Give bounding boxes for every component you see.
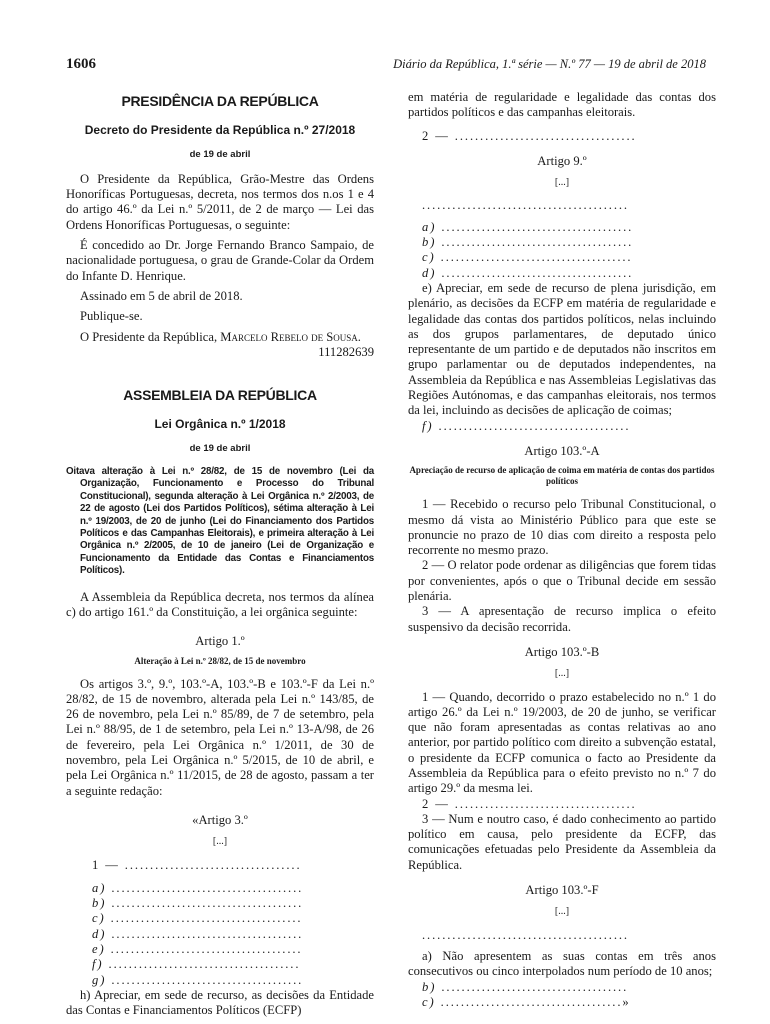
- list-item: a) ......................................: [422, 219, 634, 234]
- list-item: c) ......................................: [422, 250, 633, 265]
- law-intro: A Assembleia da República decreta, nos termos da alínea c) do artigo 161.º da Constituição, a lei orgânica seguinte:: [66, 589, 374, 619]
- article-103f-omission: [...]: [554, 906, 570, 918]
- article-9-title: Artigo 9.º: [537, 153, 587, 168]
- article-103b-omission: [...]: [554, 668, 570, 680]
- article-103a-para: 3 — A apresentação de recurso implica o efeito suspensivo da decisão recorrida.: [408, 604, 716, 634]
- decree-title: Decreto do Presidente da República n.º 27/2018: [84, 123, 356, 138]
- article-103b-para: 3 — Num e noutro caso, é dado conhecimento ao partido político em causa, pelo presidente da ECFP, das comunicações efetuadas pelo Presidente da Assembleia da República.: [408, 811, 716, 872]
- law-date: de 19 de abril: [189, 442, 251, 454]
- list-item: a) ......................................: [92, 880, 304, 895]
- elision-line: .........................................: [422, 198, 629, 213]
- section-title-assembleia: ASSEMBLEIA DA REPÚBLICA: [123, 387, 317, 404]
- article-3-number-1: 1 — ...................................: [92, 857, 302, 872]
- section-title-presidencia: PRESIDÊNCIA DA REPÚBLICA: [121, 93, 319, 109]
- article-9-item-f: f) ......................................: [422, 418, 631, 433]
- article-9-list: [408, 220, 716, 281]
- article-103b-para-2: 2 — ....................................: [422, 796, 637, 811]
- right-column: [408, 90, 716, 1010]
- list-item: e) ......................................: [92, 942, 303, 957]
- article-103a-title: Artigo 103.º-A: [524, 443, 600, 458]
- article-103f-item-c: c) ....................................»: [422, 994, 631, 1009]
- list-item: d) ......................................: [92, 926, 304, 941]
- article-1-title: Artigo 1.º: [195, 634, 245, 649]
- article-103a-para: 2 — O relator pode ordenar as diligências que forem tidas por convenientes, após o que o Tribunal decide em sessão plenária.: [408, 558, 716, 604]
- article-3-omission: [...]: [212, 836, 228, 848]
- reference-number: 111282639: [318, 344, 374, 359]
- article-103b-title: Artigo 103.º-B: [524, 644, 600, 659]
- article-3-title: «Artigo 3.º: [192, 812, 248, 827]
- running-title: Diário da República, 1.ª série — N.º 77 — 19 de abril de 2018: [393, 57, 706, 71]
- article-3-item-h: h) Apreciar, em sede de recurso, as decisões da Entidade das Contas e Financiamentos Políticos (ECFP): [66, 987, 374, 1018]
- article-103b-para: 1 — Quando, decorrido o prazo estabelecido no n.º 1 do artigo 26.º da Lei n.º 19/2003, de 20 de junho, se verificar que não foram apresentadas as contas relativas ao ano anterior, por partido político com direito a subvenção estatal, o presidente da ECFP comunica o facto ao Presidente da Assembleia da República para o efeito previsto no n.º 7 do artigo 29.º da mesma lei.: [408, 689, 716, 796]
- law-title: Lei Orgânica n.º 1/2018: [154, 417, 286, 432]
- decree-paragraph: É concedido ao Dr. Jorge Fernando Branco Sampaio, de nacionalidade portuguesa, o grau de Grande-Colar da Ordem do Infante D. Henrique.: [66, 238, 374, 283]
- article-103f-title: Artigo 103.º-F: [525, 883, 599, 898]
- article-9-item-e: e) Apreciar, em sede de recurso de plena jurisdição, em plenário, as decisões da ECFP em matéria de regularidade e legalidade das contas dos partidos políticos, nelas incluindo as dos grupos parlamentares, de deputado único representante de um partido e de deputados não inscritos em grupo parlamentar ou de deputados independentes, na Assembleia da República e nas Assembleias Legislativas das Regiões Autónomas, e das campanhas eleitorais, nos termos da lei, incluindo as decisões de aplicação de coimas;: [408, 280, 716, 418]
- article-103f-item-b: b) .....................................: [422, 979, 629, 994]
- law-summary: Oitava alteração à Lei n.º 28/82, de 15 de novembro (Lei da Organização, Funcionamento e Processo do Tribunal Constitucional), segunda alteração à Lei Orgânica n.º 2/2003, de 22 de agosto (Lei dos Partidos Políticos), sétima alteração à Lei n.º 19/2003, de 20 de junho (Lei do Financiamento dos Partidos Políticos e das Campanhas Eleitorais), e primeira alteração à Lei Orgânica n.º 2/2005, de 10 de janeiro (Lei de Organização e Funcionamento da Entidade das Contas e Financiamentos Políticos).: [66, 466, 374, 577]
- decree-paragraph: Assinado em 5 de abril de 2018.: [80, 288, 243, 303]
- continued-text: em matéria de regularidade e legalidade das contas dos partidos políticos e das campanhas eleitorais.: [408, 90, 716, 120]
- article-103a-para: 1 — Recebido o recurso pelo Tribunal Constitucional, o mesmo dá vista ao Ministério Público para que este se pronuncie no prazo de 10 dias com direito a resposta pelo recorrente no mesmo prazo.: [408, 497, 716, 558]
- list-item: b) ......................................: [422, 235, 634, 250]
- page-number: 1606: [66, 56, 96, 72]
- article-103f-item-a: a) Não apresentem as suas contas em três anos consecutivos ou cinco interpolados num período de 10 anos;: [408, 948, 716, 979]
- list-item: d) ......................................: [422, 265, 634, 280]
- signatory-name: Marcelo Rebelo de Sousa.: [220, 329, 361, 344]
- list-item: c) ......................................: [92, 911, 303, 926]
- left-column: [66, 90, 374, 1024]
- number-2-line: 2 — ....................................: [422, 128, 637, 143]
- page-header: [66, 56, 706, 76]
- article-1-subtitle: Alteração à Lei n.º 28/82, de 15 de novembro: [134, 655, 306, 666]
- list-item: f) ......................................: [92, 957, 301, 972]
- article-9-omission: [...]: [554, 177, 570, 189]
- list-item: b) ......................................: [92, 896, 304, 911]
- decree-date: de 19 de abril: [189, 148, 251, 160]
- article-1-text: Os artigos 3.º, 9.º, 103.º-A, 103.º-B e 103.º-F da Lei n.º 28/82, de 15 de novembro, alterada pela Lei n.º 143/85, de 26 de novembro, pela Lei n.º 85/89, de 7 de setembro, pela Lei n.º 88/95, de 1 de setembro, pela Lei n.º 13-A/98, de 26 de fevereiro, pela Lei Orgânica n.º 1/2011, de 30 de novembro, pela Lei Orgânica n.º 5/2015, de 10 de abril, e pela Lei Orgânica n.º 11/2015, de 28 de agosto, passam a ter a seguinte redação:: [66, 676, 374, 798]
- list-item: g) ......................................: [92, 972, 304, 987]
- signature-line: [66, 330, 374, 345]
- article-103a-subtitle: Apreciação de recurso de aplicação de coima em matéria de contas dos partidos políticos: [409, 465, 715, 487]
- elision-line: .........................................: [422, 927, 629, 942]
- decree-paragraph: Publique-se.: [80, 309, 143, 324]
- article-3-list: [66, 881, 374, 988]
- signature-prefix: O Presidente da República,: [80, 329, 221, 344]
- decree-paragraph: O Presidente da República, Grão-Mestre das Ordens Honoríficas Portuguesas, decreta, nos termos dos n.os 1 e 4 do artigo 46.º da Lei n.º 5/2011, de 2 de março — Lei das Ordens Honoríficas Portuguesas, o seguinte:: [66, 171, 374, 232]
